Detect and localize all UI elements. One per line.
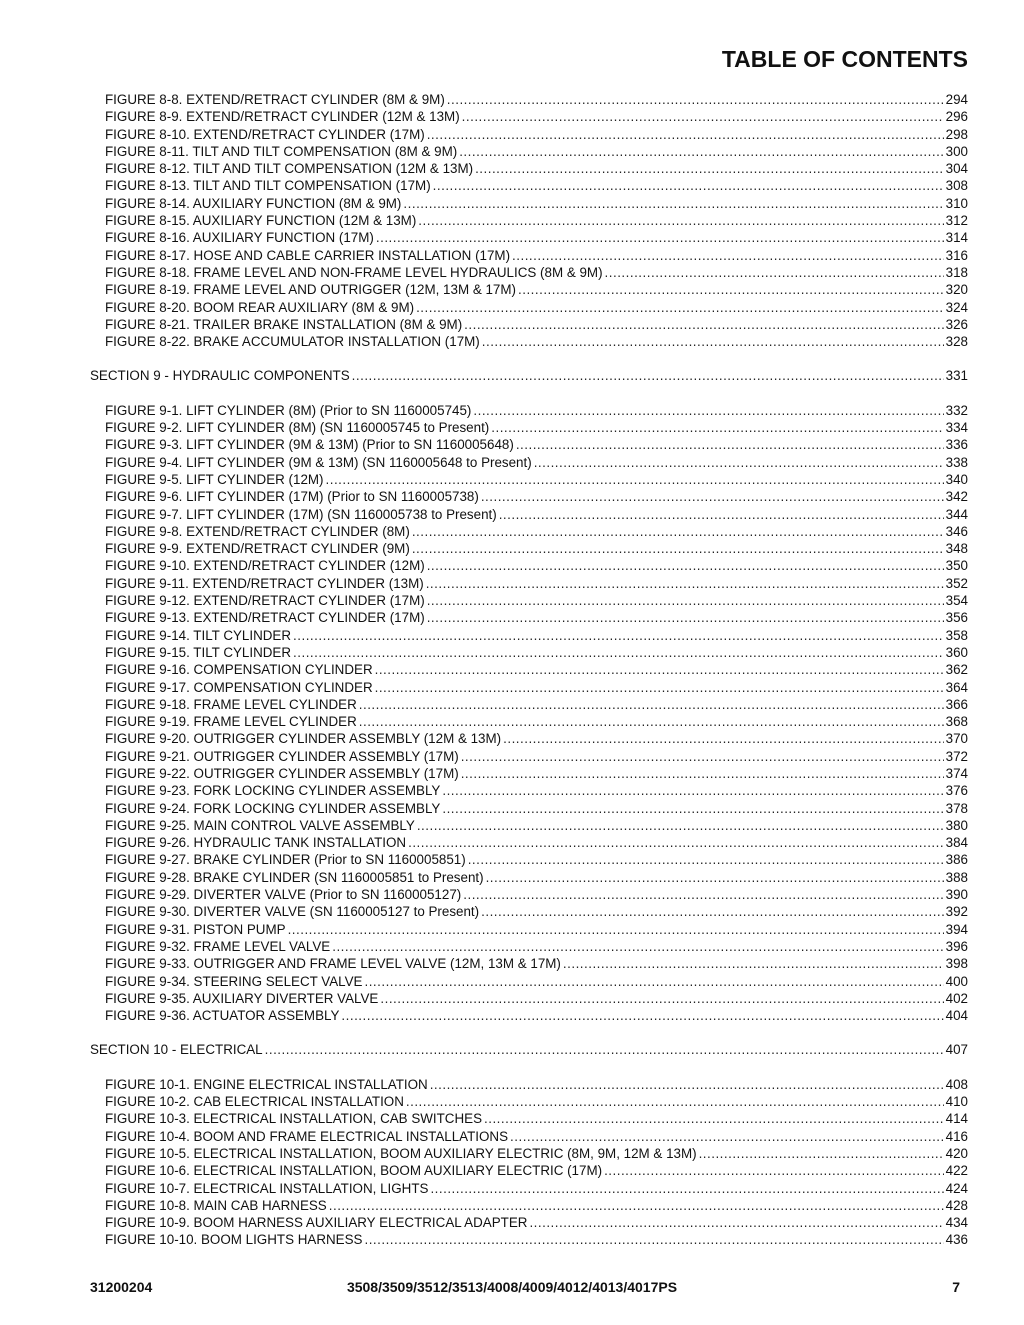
- entry-label: FIGURE 9-30. DIVERTER VALVE (SN 1160005127 to Present): [105, 904, 480, 920]
- dot-leader: [442, 800, 943, 817]
- entry-page-number: 396: [945, 938, 968, 954]
- toc-figure-entry[interactable]: [105, 1197, 968, 1214]
- entry-page-number: 334: [945, 420, 968, 436]
- entry-page-number: 434: [945, 1215, 968, 1231]
- toc-figure-entry[interactable]: [105, 1128, 968, 1145]
- toc-figure-entry[interactable]: [105, 817, 968, 834]
- dot-leader: [468, 851, 944, 868]
- dot-leader: [329, 1197, 944, 1214]
- dot-leader: [491, 419, 943, 436]
- toc-group: [0, 91, 1024, 350]
- group-spacer: [0, 1024, 1024, 1041]
- entry-label: FIGURE 9-28. BRAKE CYLINDER (SN 1160005851 to Present): [105, 869, 484, 885]
- dot-leader: [288, 921, 944, 938]
- entry-page-number: 318: [945, 264, 968, 280]
- toc-figure-entry[interactable]: [105, 1076, 968, 1093]
- toc-group: [0, 1041, 1024, 1058]
- entry-label: FIGURE 8-18. FRAME LEVEL AND NON-FRAME LEVEL HYDRAULICS (8M & 9M): [105, 264, 603, 280]
- toc-figure-entry[interactable]: [105, 921, 968, 938]
- dot-leader: [352, 367, 944, 384]
- entry-page-number: 310: [945, 195, 968, 211]
- entry-label: FIGURE 9-22. OUTRIGGER CYLINDER ASSEMBLY (17M): [105, 765, 459, 781]
- group-spacer: [0, 1059, 1024, 1076]
- toc-figure-entry[interactable]: [105, 782, 968, 799]
- entry-page-number: 312: [945, 213, 968, 229]
- toc-figure-entry[interactable]: [105, 557, 968, 574]
- entry-label: FIGURE 8-20. BOOM REAR AUXILIARY (8M & 9M): [105, 299, 415, 315]
- entry-page-number: 298: [945, 126, 968, 142]
- dot-leader: [364, 973, 943, 990]
- entry-label: FIGURE 9-29. DIVERTER VALVE (Prior to SN 1160005127): [105, 887, 462, 903]
- dot-leader: [376, 229, 944, 246]
- toc-section-entry[interactable]: [90, 1041, 968, 1058]
- dot-leader: [265, 1041, 944, 1058]
- entry-page-number: 300: [945, 143, 968, 159]
- entry-label: FIGURE 9-31. PISTON PUMP: [105, 921, 286, 937]
- entry-label: FIGURE 9-32. FRAME LEVEL VALVE: [105, 938, 331, 954]
- entry-page-number: 350: [945, 558, 968, 574]
- toc-figure-entry[interactable]: [105, 696, 968, 713]
- entry-label: FIGURE 8-16. AUXILIARY FUNCTION (17M): [105, 230, 374, 246]
- entry-page-number: 308: [945, 178, 968, 194]
- entry-page-number: 416: [945, 1128, 968, 1144]
- toc-figure-entry[interactable]: [105, 523, 968, 540]
- entry-page-number: 372: [945, 748, 968, 764]
- entry-page-number: 374: [945, 765, 968, 781]
- entry-page-number: 296: [945, 109, 968, 125]
- entry-label: FIGURE 9-36. ACTUATOR ASSEMBLY: [105, 1008, 340, 1024]
- entry-page-number: 428: [945, 1197, 968, 1213]
- dot-leader: [462, 108, 944, 125]
- entry-label: FIGURE 8-21. TRAILER BRAKE INSTALLATION (8M & 9M): [105, 316, 463, 332]
- entry-page-number: 324: [945, 299, 968, 315]
- entry-page-number: 392: [945, 904, 968, 920]
- model-numbers: 3508/3509/3512/3513/4008/4009/4012/4013/4017PS: [346, 1279, 678, 1295]
- entry-page-number: 422: [945, 1163, 968, 1179]
- entry-label: FIGURE 9-34. STEERING SELECT VALVE: [105, 973, 363, 989]
- dot-leader: [326, 471, 944, 488]
- entry-label: FIGURE 10-8. MAIN CAB HARNESS: [105, 1197, 327, 1213]
- entry-label: FIGURE 9-21. OUTRIGGER CYLINDER ASSEMBLY (17M): [105, 748, 459, 764]
- entry-label: FIGURE 9-14. TILT CYLINDER: [105, 627, 292, 643]
- toc-figure-entry[interactable]: [105, 195, 968, 212]
- dot-leader: [412, 523, 944, 540]
- entry-label: FIGURE 9-13. EXTEND/RETRACT CYLINDER (17M): [105, 610, 425, 626]
- dot-leader: [463, 886, 943, 903]
- toc-figure-entry[interactable]: [105, 609, 968, 626]
- dot-leader: [473, 402, 943, 419]
- toc-figure-entry[interactable]: [105, 592, 968, 609]
- entry-label: FIGURE 10-10. BOOM LIGHTS HARNESS: [105, 1232, 363, 1248]
- entry-page-number: 408: [945, 1076, 968, 1092]
- entry-label: FIGURE 9-20. OUTRIGGER CYLINDER ASSEMBLY (12M & 13M): [105, 731, 502, 747]
- entry-label: FIGURE 8-13. TILT AND TILT COMPENSATION (17M): [105, 178, 431, 194]
- toc-figure-entry[interactable]: [105, 765, 968, 782]
- toc-figure-entry[interactable]: [105, 1145, 968, 1162]
- entry-label: FIGURE 9-35. AUXILIARY DIVERTER VALVE: [105, 990, 379, 1006]
- dot-leader: [359, 713, 944, 730]
- dot-leader: [412, 540, 944, 557]
- entry-page-number: 420: [945, 1145, 968, 1161]
- entry-label: FIGURE 9-10. EXTEND/RETRACT CYLINDER (12M): [105, 558, 425, 574]
- toc-figure-entry[interactable]: [105, 661, 968, 678]
- toc-figure-entry[interactable]: [105, 834, 968, 851]
- entry-page-number: 364: [945, 679, 968, 695]
- toc-section-entry[interactable]: [90, 367, 968, 384]
- toc-figure-entry[interactable]: [105, 281, 968, 298]
- dot-leader: [380, 990, 943, 1007]
- dot-leader: [426, 575, 944, 592]
- entry-label: FIGURE 8-22. BRAKE ACCUMULATOR INSTALLATION (17M): [105, 334, 480, 350]
- entry-label: FIGURE 9-17. COMPENSATION CYLINDER: [105, 679, 373, 695]
- dot-leader: [464, 316, 943, 333]
- dot-leader: [406, 1093, 944, 1110]
- dot-leader: [510, 1128, 944, 1145]
- dot-leader: [341, 1007, 943, 1024]
- toc-figure-entry[interactable]: [105, 143, 968, 160]
- entry-page-number: 404: [945, 1008, 968, 1024]
- dot-leader: [499, 506, 944, 523]
- toc-figure-entry[interactable]: [105, 333, 968, 350]
- dot-leader: [359, 696, 944, 713]
- dot-leader: [430, 1076, 944, 1093]
- entry-page-number: 348: [945, 541, 968, 557]
- entry-label: FIGURE 8-12. TILT AND TILT COMPENSATION (12M & 13M): [105, 161, 474, 177]
- entry-page-number: 352: [945, 575, 968, 591]
- dot-leader: [461, 748, 944, 765]
- toc-figure-entry[interactable]: [105, 264, 968, 281]
- dot-leader: [293, 627, 944, 644]
- toc-figure-entry[interactable]: [105, 160, 968, 177]
- toc-figure-entry[interactable]: [105, 229, 968, 246]
- entry-page-number: 370: [945, 731, 968, 747]
- entry-label: FIGURE 9-26. HYDRAULIC TANK INSTALLATION: [105, 835, 407, 851]
- entry-label: FIGURE 9-9. EXTEND/RETRACT CYLINDER (9M): [105, 541, 410, 557]
- entry-page-number: 304: [945, 161, 968, 177]
- entry-label: FIGURE 8-10. EXTEND/RETRACT CYLINDER (17M): [105, 126, 425, 142]
- dot-leader: [364, 1231, 943, 1248]
- dot-leader: [461, 765, 944, 782]
- entry-label: FIGURE 9-15. TILT CYLINDER: [105, 644, 292, 660]
- toc-figure-entry[interactable]: [105, 869, 968, 886]
- entry-label: FIGURE 8-19. FRAME LEVEL AND OUTRIGGER (12M, 13M & 17M): [105, 282, 516, 298]
- group-spacer: [0, 350, 1024, 367]
- toc-figure-entry[interactable]: [105, 1231, 968, 1248]
- entry-label: FIGURE 9-8. EXTEND/RETRACT CYLINDER (8M): [105, 523, 410, 539]
- entry-label: FIGURE 10-4. BOOM AND FRAME ELECTRICAL INSTALLATIONS: [105, 1128, 509, 1144]
- dot-leader: [442, 782, 943, 799]
- entry-page-number: 294: [945, 92, 968, 107]
- entry-page-number: 380: [945, 817, 968, 833]
- toc-figure-entry[interactable]: [105, 679, 968, 696]
- dot-leader: [512, 247, 944, 264]
- entry-label: FIGURE 10-5. ELECTRICAL INSTALLATION, BOOM AUXILIARY ELECTRIC (8M, 9M, 12M & 13M): [105, 1145, 697, 1161]
- toc-figure-entry[interactable]: [105, 126, 968, 143]
- entry-page-number: 326: [945, 316, 968, 332]
- entry-label: FIGURE 9-7. LIFT CYLINDER (17M) (SN 1160005738 to Present): [105, 506, 497, 522]
- entry-label: FIGURE 9-25. MAIN CONTROL VALVE ASSEMBLY: [105, 817, 415, 833]
- entry-page-number: 386: [945, 852, 968, 868]
- toc-figure-entry[interactable]: [105, 1180, 968, 1197]
- toc-figure-entry[interactable]: [105, 488, 968, 505]
- entry-page-number: 360: [945, 644, 968, 660]
- dot-leader: [481, 488, 944, 505]
- dot-leader: [481, 903, 944, 920]
- entry-page-number: 316: [945, 247, 968, 263]
- entry-page-number: 358: [945, 627, 968, 643]
- entry-page-number: 407: [945, 1042, 968, 1058]
- toc-figure-entry[interactable]: [105, 212, 968, 229]
- entry-label: FIGURE 9-23. FORK LOCKING CYLINDER ASSEMBLY: [105, 783, 441, 799]
- dot-leader: [459, 143, 943, 160]
- dot-leader: [375, 679, 944, 696]
- entry-label: FIGURE 9-33. OUTRIGGER AND FRAME LEVEL VALVE (12M, 13M & 17M): [105, 956, 561, 972]
- dot-leader: [418, 212, 943, 229]
- toc-figure-entry[interactable]: [105, 419, 968, 436]
- toc-figure-entry[interactable]: [105, 247, 968, 264]
- entry-page-number: 344: [945, 506, 968, 522]
- entry-page-number: 332: [945, 402, 968, 418]
- entry-page-number: 328: [945, 334, 968, 350]
- entry-label: FIGURE 9-11. EXTEND/RETRACT CYLINDER (13M): [105, 575, 424, 591]
- dot-leader: [475, 160, 944, 177]
- toc-figure-entry[interactable]: [105, 299, 968, 316]
- entry-label: FIGURE 9-1. LIFT CYLINDER (8M) (Prior to SN 1160005745): [105, 402, 472, 418]
- dot-leader: [518, 281, 944, 298]
- dot-leader: [293, 644, 944, 661]
- toc-figure-entry[interactable]: [105, 903, 968, 920]
- entry-page-number: 346: [945, 523, 968, 539]
- entry-page-number: 384: [945, 835, 968, 851]
- toc-figure-entry[interactable]: [105, 1093, 968, 1110]
- entry-page-number: 368: [945, 714, 968, 730]
- dot-leader: [484, 1110, 944, 1127]
- toc-figure-entry[interactable]: [105, 713, 968, 730]
- toc-group: [0, 402, 1024, 1025]
- toc-figure-entry[interactable]: [105, 748, 968, 765]
- dot-leader: [447, 91, 944, 108]
- group-spacer: [0, 385, 1024, 402]
- dot-leader: [604, 1162, 944, 1179]
- dot-leader: [417, 817, 944, 834]
- toc-figure-entry[interactable]: [105, 108, 968, 125]
- entry-label: FIGURE 10-1. ENGINE ELECTRICAL INSTALLATION: [105, 1076, 428, 1092]
- toc-figure-entry[interactable]: [105, 1007, 968, 1024]
- dot-leader: [605, 264, 944, 281]
- dot-leader: [699, 1145, 944, 1162]
- entry-page-number: 394: [945, 921, 968, 937]
- toc-figure-entry[interactable]: [105, 454, 968, 471]
- toc-figure-entry[interactable]: [105, 91, 968, 108]
- entry-page-number: 342: [945, 489, 968, 505]
- entry-page-number: 410: [945, 1094, 968, 1110]
- entry-page-number: 388: [945, 869, 968, 885]
- entry-label: FIGURE 9-16. COMPENSATION CYLINDER: [105, 662, 373, 678]
- toc-figure-entry[interactable]: [105, 800, 968, 817]
- entry-page-number: 362: [945, 662, 968, 678]
- dot-leader: [403, 195, 943, 212]
- entry-page-number: 376: [945, 783, 968, 799]
- toc-figure-entry[interactable]: [105, 402, 968, 419]
- table-of-contents: [0, 91, 1024, 1249]
- dot-leader: [534, 454, 944, 471]
- entry-page-number: 378: [945, 800, 968, 816]
- entry-label: SECTION 10 - ELECTRICAL: [90, 1042, 263, 1058]
- entry-label: FIGURE 9-2. LIFT CYLINDER (8M) (SN 1160005745 to Present): [105, 420, 490, 436]
- page-title: TABLE OF CONTENTS: [721, 46, 968, 72]
- dot-leader: [529, 1214, 943, 1231]
- dot-leader: [563, 955, 944, 972]
- toc-figure-entry[interactable]: [105, 973, 968, 990]
- entry-label: SECTION 9 - HYDRAULIC COMPONENTS: [90, 368, 350, 384]
- entry-label: FIGURE 9-12. EXTEND/RETRACT CYLINDER (17M): [105, 593, 425, 609]
- entry-page-number: 390: [945, 887, 968, 903]
- toc-figure-entry[interactable]: [105, 436, 968, 453]
- entry-page-number: 414: [945, 1111, 968, 1127]
- entry-page-number: 436: [945, 1232, 968, 1248]
- toc-figure-entry[interactable]: [105, 1162, 968, 1179]
- dot-leader: [427, 609, 944, 626]
- toc-figure-entry[interactable]: [105, 1214, 968, 1231]
- dot-leader: [416, 299, 944, 316]
- entry-label: FIGURE 10-6. ELECTRICAL INSTALLATION, BOOM AUXILIARY ELECTRIC (17M): [105, 1163, 603, 1179]
- toc-figure-entry[interactable]: [105, 177, 968, 194]
- entry-label: FIGURE 9-4. LIFT CYLINDER (9M & 13M) (SN 1160005648 to Present): [105, 454, 532, 470]
- entry-label: FIGURE 10-7. ELECTRICAL INSTALLATION, LIGHTS: [105, 1180, 429, 1196]
- entry-page-number: 336: [945, 437, 968, 453]
- dot-leader: [408, 834, 944, 851]
- entry-page-number: 356: [945, 610, 968, 626]
- toc-group: [0, 1076, 1024, 1249]
- entry-page-number: 366: [945, 696, 968, 712]
- dot-leader: [482, 333, 944, 350]
- toc-group: [0, 367, 1024, 384]
- toc-figure-entry[interactable]: [105, 506, 968, 523]
- dot-leader: [430, 1180, 943, 1197]
- entry-label: FIGURE 8-8. EXTEND/RETRACT CYLINDER (8M & 9M): [105, 92, 445, 107]
- dot-leader: [486, 869, 944, 886]
- dot-leader: [375, 661, 944, 678]
- dot-leader: [427, 592, 944, 609]
- dot-leader: [516, 436, 944, 453]
- page-number: 7: [952, 1279, 960, 1295]
- entry-page-number: 402: [945, 990, 968, 1006]
- entry-label: FIGURE 8-14. AUXILIARY FUNCTION (8M & 9M): [105, 195, 402, 211]
- toc-figure-entry[interactable]: [105, 316, 968, 333]
- toc-figure-entry[interactable]: [105, 627, 968, 644]
- toc-figure-entry[interactable]: [105, 730, 968, 747]
- toc-figure-entry[interactable]: [105, 938, 968, 955]
- entry-label: FIGURE 9-6. LIFT CYLINDER (17M) (Prior to SN 1160005738): [105, 489, 479, 505]
- toc-figure-entry[interactable]: [105, 644, 968, 661]
- toc-figure-entry[interactable]: [105, 575, 968, 592]
- entry-page-number: 354: [945, 593, 968, 609]
- toc-figure-entry[interactable]: [105, 1110, 968, 1127]
- entry-label: FIGURE 8-15. AUXILIARY FUNCTION (12M & 13M): [105, 213, 417, 229]
- entry-page-number: 331: [945, 368, 968, 384]
- entry-label: FIGURE 9-24. FORK LOCKING CYLINDER ASSEMBLY: [105, 800, 441, 816]
- entry-label: FIGURE 10-9. BOOM HARNESS AUXILIARY ELECTRICAL ADAPTER: [105, 1215, 528, 1231]
- dot-leader: [427, 557, 944, 574]
- entry-page-number: 314: [945, 230, 968, 246]
- dot-leader: [503, 730, 944, 747]
- toc-figure-entry[interactable]: [105, 990, 968, 1007]
- entry-label: FIGURE 8-17. HOSE AND CABLE CARRIER INSTALLATION (17M): [105, 247, 511, 263]
- dot-leader: [332, 938, 943, 955]
- toc-figure-entry[interactable]: [105, 471, 968, 488]
- entry-label: FIGURE 8-9. EXTEND/RETRACT CYLINDER (12M & 13M): [105, 109, 460, 125]
- document-number: 31200204: [90, 1279, 153, 1295]
- entry-label: FIGURE 10-2. CAB ELECTRICAL INSTALLATION: [105, 1094, 404, 1110]
- entry-label: FIGURE 9-18. FRAME LEVEL CYLINDER: [105, 696, 357, 712]
- entry-page-number: 398: [945, 956, 968, 972]
- entry-label: FIGURE 10-3. ELECTRICAL INSTALLATION, CAB SWITCHES: [105, 1111, 482, 1127]
- entry-page-number: 400: [945, 973, 968, 989]
- dot-leader: [427, 126, 944, 143]
- entry-label: FIGURE 8-11. TILT AND TILT COMPENSATION (8M & 9M): [105, 143, 458, 159]
- entry-page-number: 338: [945, 454, 968, 470]
- dot-leader: [433, 177, 944, 194]
- toc-figure-entry[interactable]: [105, 886, 968, 903]
- entry-page-number: 424: [945, 1180, 968, 1196]
- entry-label: FIGURE 9-19. FRAME LEVEL CYLINDER: [105, 714, 357, 730]
- entry-label: FIGURE 9-27. BRAKE CYLINDER (Prior to SN 1160005851): [105, 852, 466, 868]
- entry-page-number: 340: [945, 471, 968, 487]
- entry-label: FIGURE 9-5. LIFT CYLINDER (12M): [105, 471, 324, 487]
- toc-figure-entry[interactable]: [105, 540, 968, 557]
- entry-page-number: 320: [945, 282, 968, 298]
- toc-figure-entry[interactable]: [105, 851, 968, 868]
- toc-figure-entry[interactable]: [105, 955, 968, 972]
- entry-label: FIGURE 9-3. LIFT CYLINDER (9M & 13M) (Prior to SN 1160005648): [105, 437, 514, 453]
